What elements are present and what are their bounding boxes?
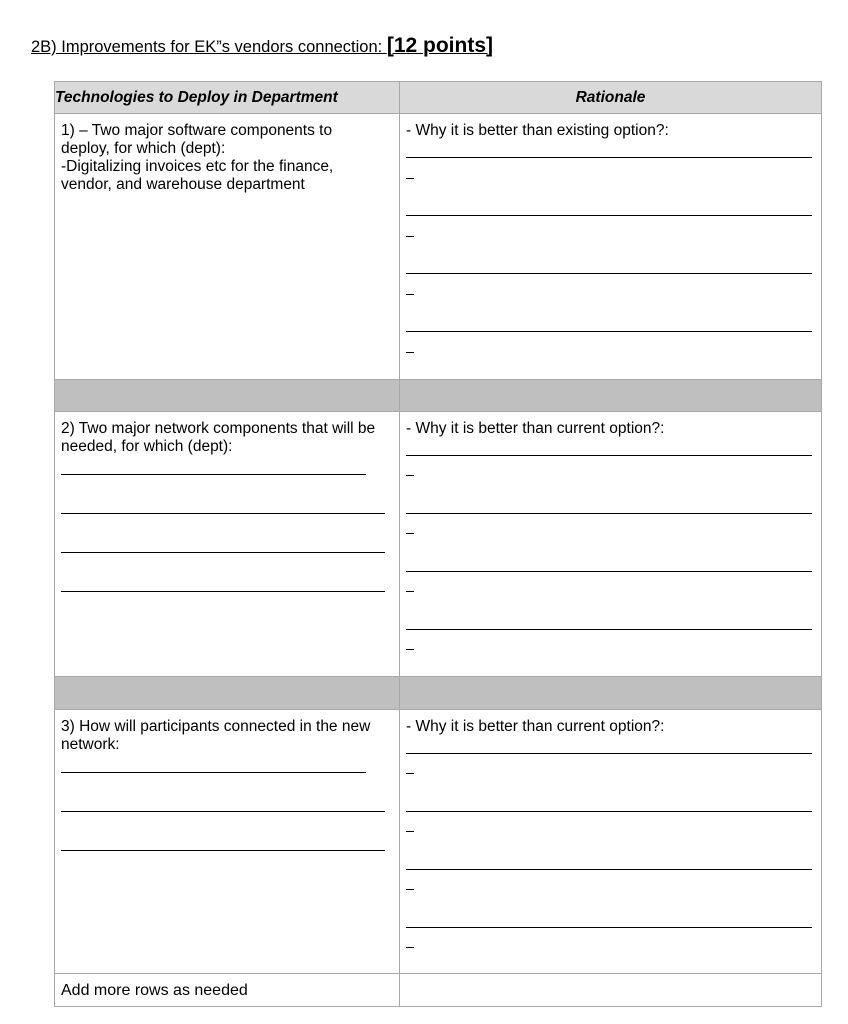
answer-line bbox=[61, 552, 385, 553]
heading-points: [12 points] bbox=[386, 34, 493, 57]
answer-line bbox=[406, 629, 812, 630]
answer-line bbox=[61, 811, 385, 812]
row-answer: -Digitalizing invoices etc for the finance, vendor, and warehouse department bbox=[61, 158, 334, 193]
dash-mark bbox=[406, 947, 414, 948]
dash-mark bbox=[406, 533, 414, 534]
dash-mark bbox=[406, 773, 414, 774]
dash-mark bbox=[406, 889, 414, 890]
answer-line bbox=[61, 474, 366, 475]
footer-empty-cell bbox=[400, 974, 822, 1007]
table-row bbox=[55, 412, 822, 677]
row-prompt: 1) – Two major software components to deploy, for which (dept): bbox=[61, 122, 333, 157]
separator-row bbox=[55, 380, 822, 412]
dash-mark bbox=[406, 236, 414, 237]
dash-mark bbox=[406, 294, 414, 295]
dash-mark bbox=[406, 475, 414, 476]
header-technologies: Technologies to Deploy in Department bbox=[55, 82, 400, 114]
answer-line bbox=[61, 772, 366, 773]
improvements-table bbox=[54, 81, 822, 1007]
right-cell bbox=[400, 710, 822, 974]
dash-mark bbox=[406, 831, 414, 832]
answer-line bbox=[61, 513, 385, 514]
footer-row bbox=[55, 974, 822, 1007]
table-row bbox=[55, 114, 822, 380]
answer-line bbox=[406, 753, 812, 754]
answer-line bbox=[406, 331, 812, 332]
answer-line bbox=[406, 811, 812, 812]
answer-line bbox=[61, 850, 385, 851]
row-prompt: 3) How will participants connected in the new network: bbox=[61, 718, 371, 753]
answer-line bbox=[406, 273, 812, 274]
answer-line bbox=[406, 869, 812, 870]
answer-line bbox=[406, 157, 812, 158]
answer-line bbox=[406, 927, 812, 928]
right-cell bbox=[400, 114, 822, 380]
answer-line bbox=[406, 215, 812, 216]
dash-mark bbox=[406, 591, 414, 592]
rationale-prompt: - Why it is better than current option?: bbox=[406, 718, 665, 735]
rationale-prompt: - Why it is better than existing option?: bbox=[406, 122, 669, 139]
answer-line bbox=[61, 591, 385, 592]
section-heading bbox=[31, 34, 493, 58]
dash-mark bbox=[406, 352, 414, 353]
dash-mark bbox=[406, 178, 414, 179]
rationale-prompt: - Why it is better than current option?: bbox=[406, 420, 665, 437]
answer-line bbox=[406, 513, 812, 514]
separator-row bbox=[55, 677, 822, 710]
table-row bbox=[55, 710, 822, 974]
left-cell bbox=[55, 710, 400, 974]
footer-note: Add more rows as needed bbox=[61, 982, 248, 999]
heading-text: 2B) Improvements for EK”s vendors connection: bbox=[31, 38, 387, 56]
answer-line bbox=[406, 571, 812, 572]
footer-cell bbox=[55, 974, 400, 1007]
answer-line bbox=[406, 455, 812, 456]
header-row bbox=[55, 82, 822, 114]
left-cell bbox=[55, 114, 400, 380]
header-rationale: Rationale bbox=[400, 82, 822, 114]
right-cell bbox=[400, 412, 822, 677]
row-prompt: 2) Two major network components that will be needed, for which (dept): bbox=[61, 420, 376, 455]
left-cell bbox=[55, 412, 400, 677]
dash-mark bbox=[406, 649, 414, 650]
